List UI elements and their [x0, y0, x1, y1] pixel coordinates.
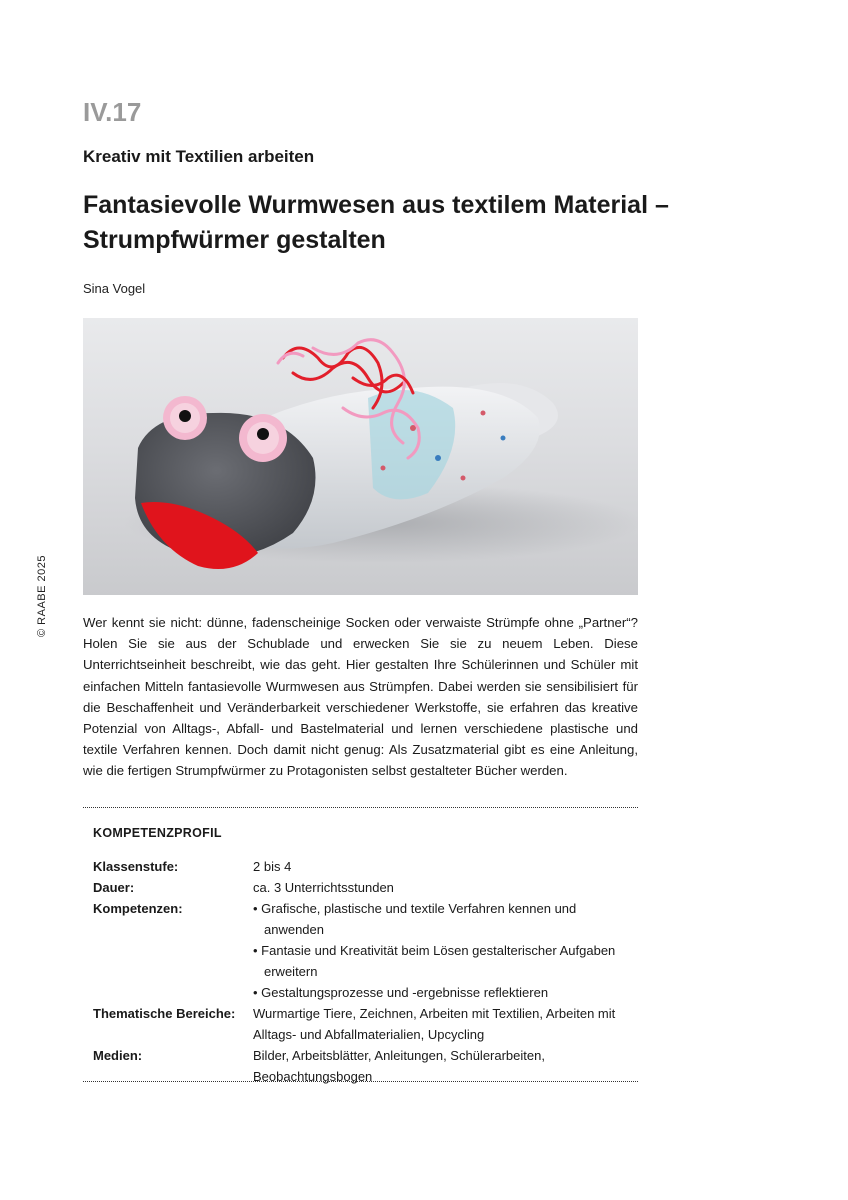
profile-bottom-rule	[83, 1081, 638, 1082]
profile-value: Wurmartige Tiere, Zeichnen, Arbeiten mit Textilien, Arbeiten mit Alltags- und Abfallmaterialien, Upcycling	[253, 1006, 616, 1042]
profile-row-bereiche	[93, 1003, 633, 1045]
page-title: Fantasievolle Wurmwesen aus textilem Material – Strumpfwürmer gestalten	[83, 191, 669, 254]
list-item: • Fantasie und Kreativität beim Lösen gestalterischer Aufgaben erweitern	[253, 940, 633, 982]
author-name: Sina Vogel	[83, 281, 146, 296]
profile-label: Klassenstufe:	[93, 859, 179, 874]
competence-profile	[93, 856, 633, 1087]
copyright-notice: © RAABE 2025	[36, 555, 48, 637]
topic-subtitle: Kreativ mit Textilien arbeiten	[83, 147, 315, 166]
intro-paragraph: Wer kennt sie nicht: dünne, fadenscheinige Socken oder verwaiste Strümpfe ohne „Partner“? Holen Sie sie aus der Schublade und erwecken Sie sie zu neuem Leben. Diese Unterrichtseinheit beschreibt, wie das geht. Hier gestalten Ihre Schülerinnen und Schüler mit einfachen Mitteln fantasievolle Wurmwesen aus Strümpfen. Dabei werden sie sensibilisiert für die Beschaffenheit und Veränderbarkeit verschiedener Werkstoffe, sie erfahren das kreative Potenzial von Alltags-, Abfall- und Bastelmaterial und lernen verschiedene plastische und textile Verfahren kennen. Doch damit nicht genug: Als Zusatzmaterial gibt es eine Anleitung, wie die fertigen Strumpfwürmer zu Protagonisten selbst gestalteter Bücher werden.	[83, 615, 638, 779]
profile-row-klassenstufe	[93, 856, 633, 877]
profile-value: 2 bis 4	[253, 859, 292, 874]
sock-worm-photo	[83, 318, 638, 595]
profile-label: Medien:	[93, 1048, 143, 1063]
profile-label: Dauer:	[93, 880, 135, 895]
list-item: • Grafische, plastische und textile Verfahren kennen und anwenden	[253, 898, 633, 940]
profile-value: Bilder, Arbeitsblätter, Anleitungen, Schülerarbeiten, Beobachtungsbogen	[253, 1048, 545, 1084]
list-item: • Gestaltungsprozesse und -ergebnisse reflektieren	[253, 982, 633, 1003]
profile-value-list	[253, 898, 633, 1003]
profile-label: Kompetenzen:	[93, 901, 183, 916]
profile-top-rule	[83, 807, 638, 808]
section-number: IV.17	[83, 97, 142, 127]
profile-value: ca. 3 Unterrichtsstunden	[253, 880, 394, 895]
profile-heading: KOMPETENZPROFIL	[93, 826, 222, 840]
profile-label: Thematische Bereiche:	[93, 1006, 236, 1021]
profile-row-kompetenzen	[93, 898, 633, 1003]
profile-row-dauer	[93, 877, 633, 898]
